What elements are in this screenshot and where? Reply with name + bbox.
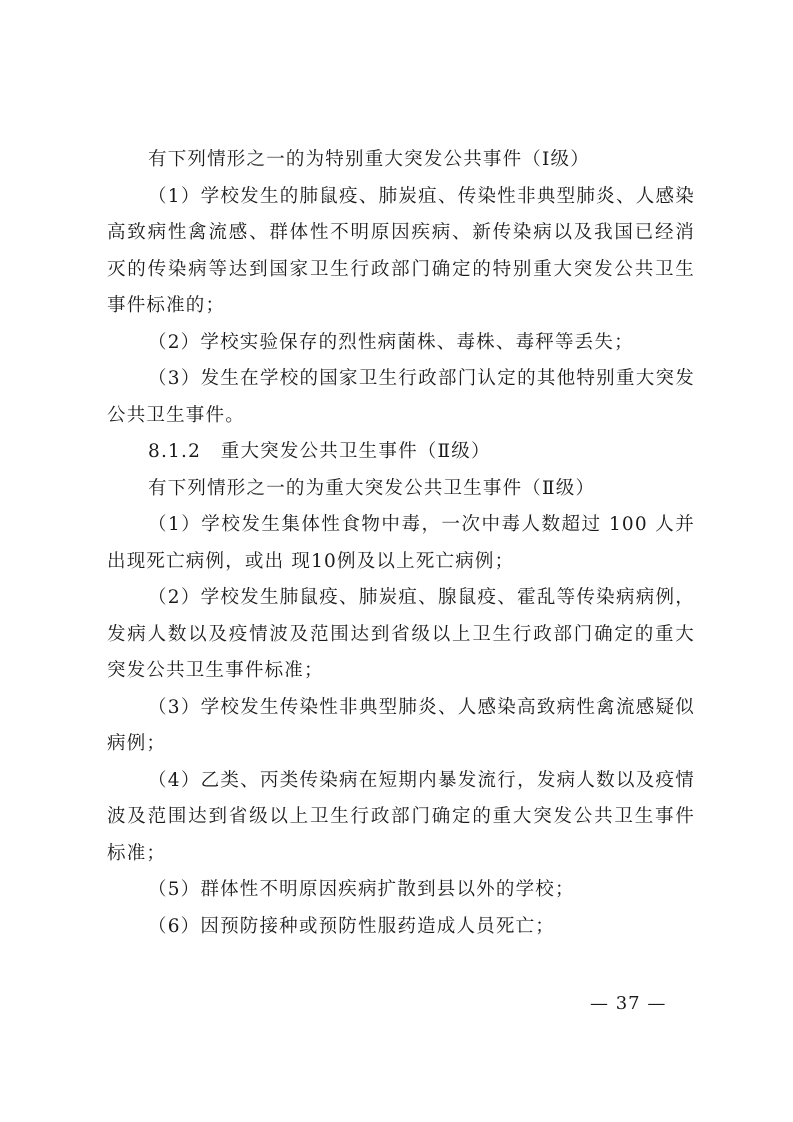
paragraph-level2-item2: （2）学校发生肺鼠疫、肺炭疽、腺鼠疫、霍乱等传染病病例，发病人数以及疫情波及范围达到省级以上卫生行政部门确定的重大突发公共卫生事件标准； [107, 587, 695, 681]
paragraph-level2-item1: （1）学校发生集体性食物中毒，一次中毒人数超过 100 人并出现死亡病例，或出 现10例及以上死亡病例； [107, 514, 695, 572]
page-number: — 37 — [590, 993, 667, 1014]
paragraph-level2-item4: （4）乙类、丙类传染病在短期内暴发流行，发病人数以及疫情波及范围达到省级以上卫生行政部门确定的重大突发公共卫生事件标准； [107, 769, 695, 864]
paragraph-level2-item5: （5）群体性不明原因疾病扩散到县以外的学校； [148, 879, 575, 900]
paragraph-level2-intro: 有下列情形之一的为重大突发公共卫生事件（Ⅱ级） [148, 477, 596, 499]
section-heading-8-1-2: 8.1.2 重大突发公共卫生事件（Ⅱ级） [148, 441, 491, 462]
paragraph-level1-item2: （2）学校实验保存的烈性病菌株、毒株、毒秤等丢失； [148, 331, 634, 353]
paragraph-level2-item6: （6）因预防接种或预防性服药造成人员死亡； [148, 915, 555, 937]
paragraph-level1-intro: 有下列情形之一的为特别重大突发公共事件（Ⅰ级） [148, 149, 590, 170]
document-body [107, 142, 695, 945]
paragraph-level2-item3: （3）学校发生传染性非典型肺炎、人感染高致病性禽流感疑似病例； [107, 696, 695, 754]
paragraph-level1-item3: （3）发生在学校的国家卫生行政部门认定的其他特别重大突发公共卫生事件。 [107, 368, 695, 426]
paragraph-level1-item1: （1）学校发生的肺鼠疫、肺炭疽、传染性非典型肺炎、人感染高致病性禽流感、群体性不明原因疾病、新传染病以及我国已经消灭的传染病等达到国家卫生行政部门确定的特别重大突发公共卫生事件标准的； [107, 185, 695, 316]
